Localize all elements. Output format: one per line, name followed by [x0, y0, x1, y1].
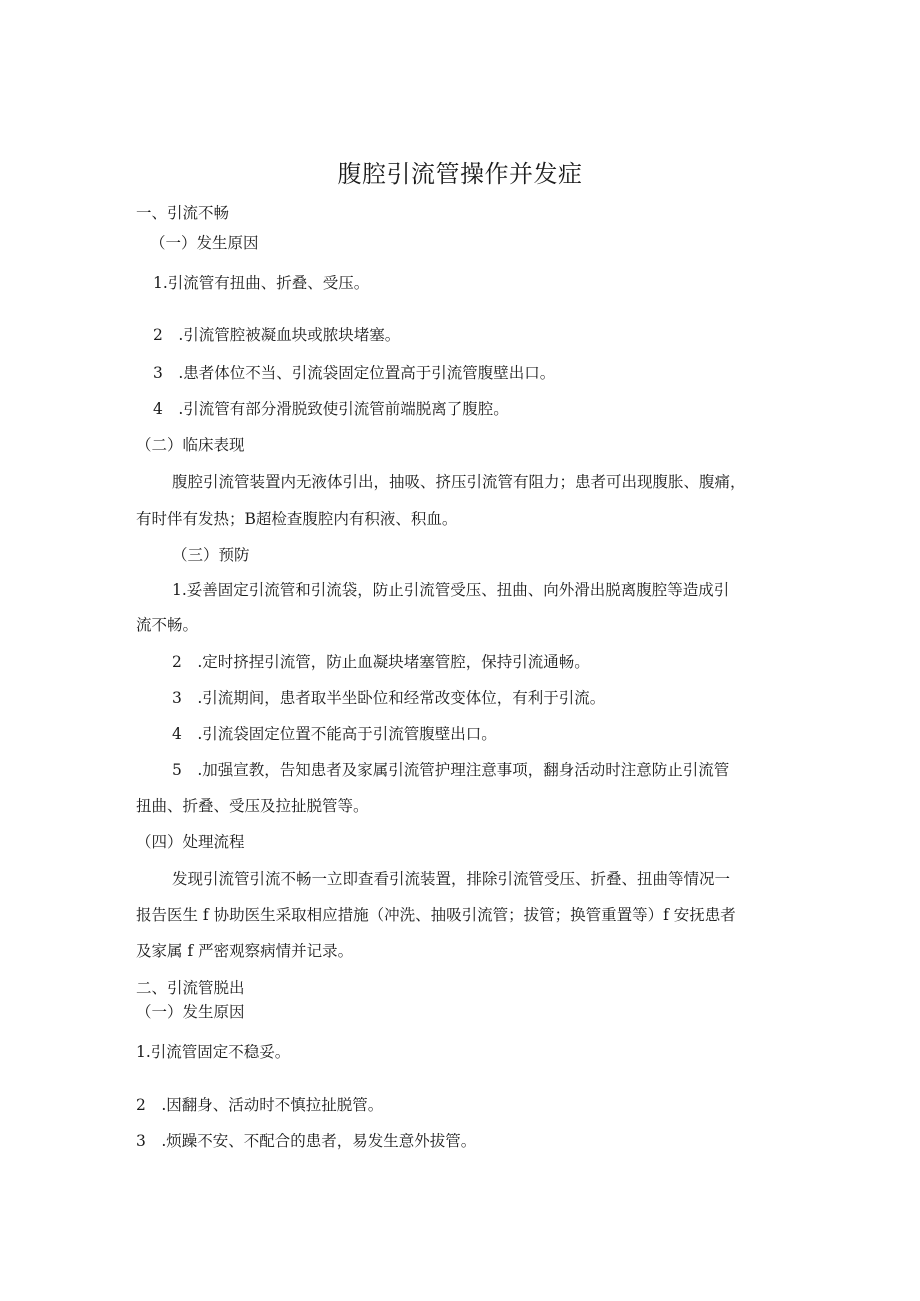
list-item: 3 .烦躁不安、不配合的患者，易发生意外拔管。 — [136, 1132, 477, 1150]
subsection-heading: （一）发生原因 — [150, 234, 259, 252]
list-item: 1.引流管有扭曲、折叠、受压。 — [153, 274, 370, 292]
subsection-heading: （二）临床表现 — [136, 436, 245, 454]
list-item: 2 .定时挤捏引流管，防止血凝块堵塞管腔，保持引流通畅。 — [172, 653, 590, 671]
section-heading: 二、引流管脱出 — [136, 979, 245, 997]
list-item: 3 .患者体位不当、引流袋固定位置高于引流管腹壁出口。 — [153, 364, 556, 382]
list-item: 1.妥善固定引流管和引流袋，防止引流管受压、扭曲、向外滑出脱离腹腔等造成引 — [172, 581, 730, 599]
list-item: 2 .引流管腔被凝血块或脓块堵塞。 — [153, 326, 401, 344]
section-heading: 一、引流不畅 — [136, 204, 230, 222]
list-item: 2 .因翻身、活动时不慎拉扯脱管。 — [136, 1096, 384, 1114]
list-item-continuation: 流不畅。 — [136, 616, 199, 634]
paragraph-line: 有时伴有发热；B超检查腹腔内有积液、积血。 — [136, 510, 458, 528]
list-item-continuation: 扭曲、折叠、受压及拉扯脱管等。 — [136, 797, 369, 815]
paragraph-line: 腹腔引流管装置内无液体引出，抽吸、挤压引流管有阻力；患者可出现腹胀、腹痛， — [172, 473, 746, 491]
paragraph-line: 及家属 f 严密观察病情并记录。 — [136, 942, 354, 960]
paragraph-line: 发现引流管引流不畅一立即查看引流装置，排除引流管受压、折叠、扭曲等情况一 — [172, 870, 731, 888]
list-item: 1.引流管固定不稳妥。 — [136, 1043, 291, 1061]
paragraph-line: 报告医生 f 协助医生采取相应措施（冲洗、抽吸引流管；拔管；换管重置等）f 安抚患者 — [136, 906, 736, 924]
list-item: 3 .引流期间，患者取半坐卧位和经常改变体位，有利于引流。 — [172, 689, 606, 707]
list-item: 5 .加强宣教，告知患者及家属引流管护理注意事项，翻身活动时注意防止引流管 — [172, 761, 730, 779]
subsection-heading: （一）发生原因 — [136, 1003, 245, 1021]
list-item: 4 .引流管有部分滑脱致使引流管前端脱离了腹腔。 — [153, 400, 509, 418]
list-item: 4 .引流袋固定位置不能高于引流管腹壁出口。 — [172, 725, 497, 743]
subsection-heading: （四）处理流程 — [136, 833, 245, 851]
document-title: 腹腔引流管操作并发症 — [337, 160, 583, 188]
subsection-heading: （三）预防 — [172, 546, 250, 564]
